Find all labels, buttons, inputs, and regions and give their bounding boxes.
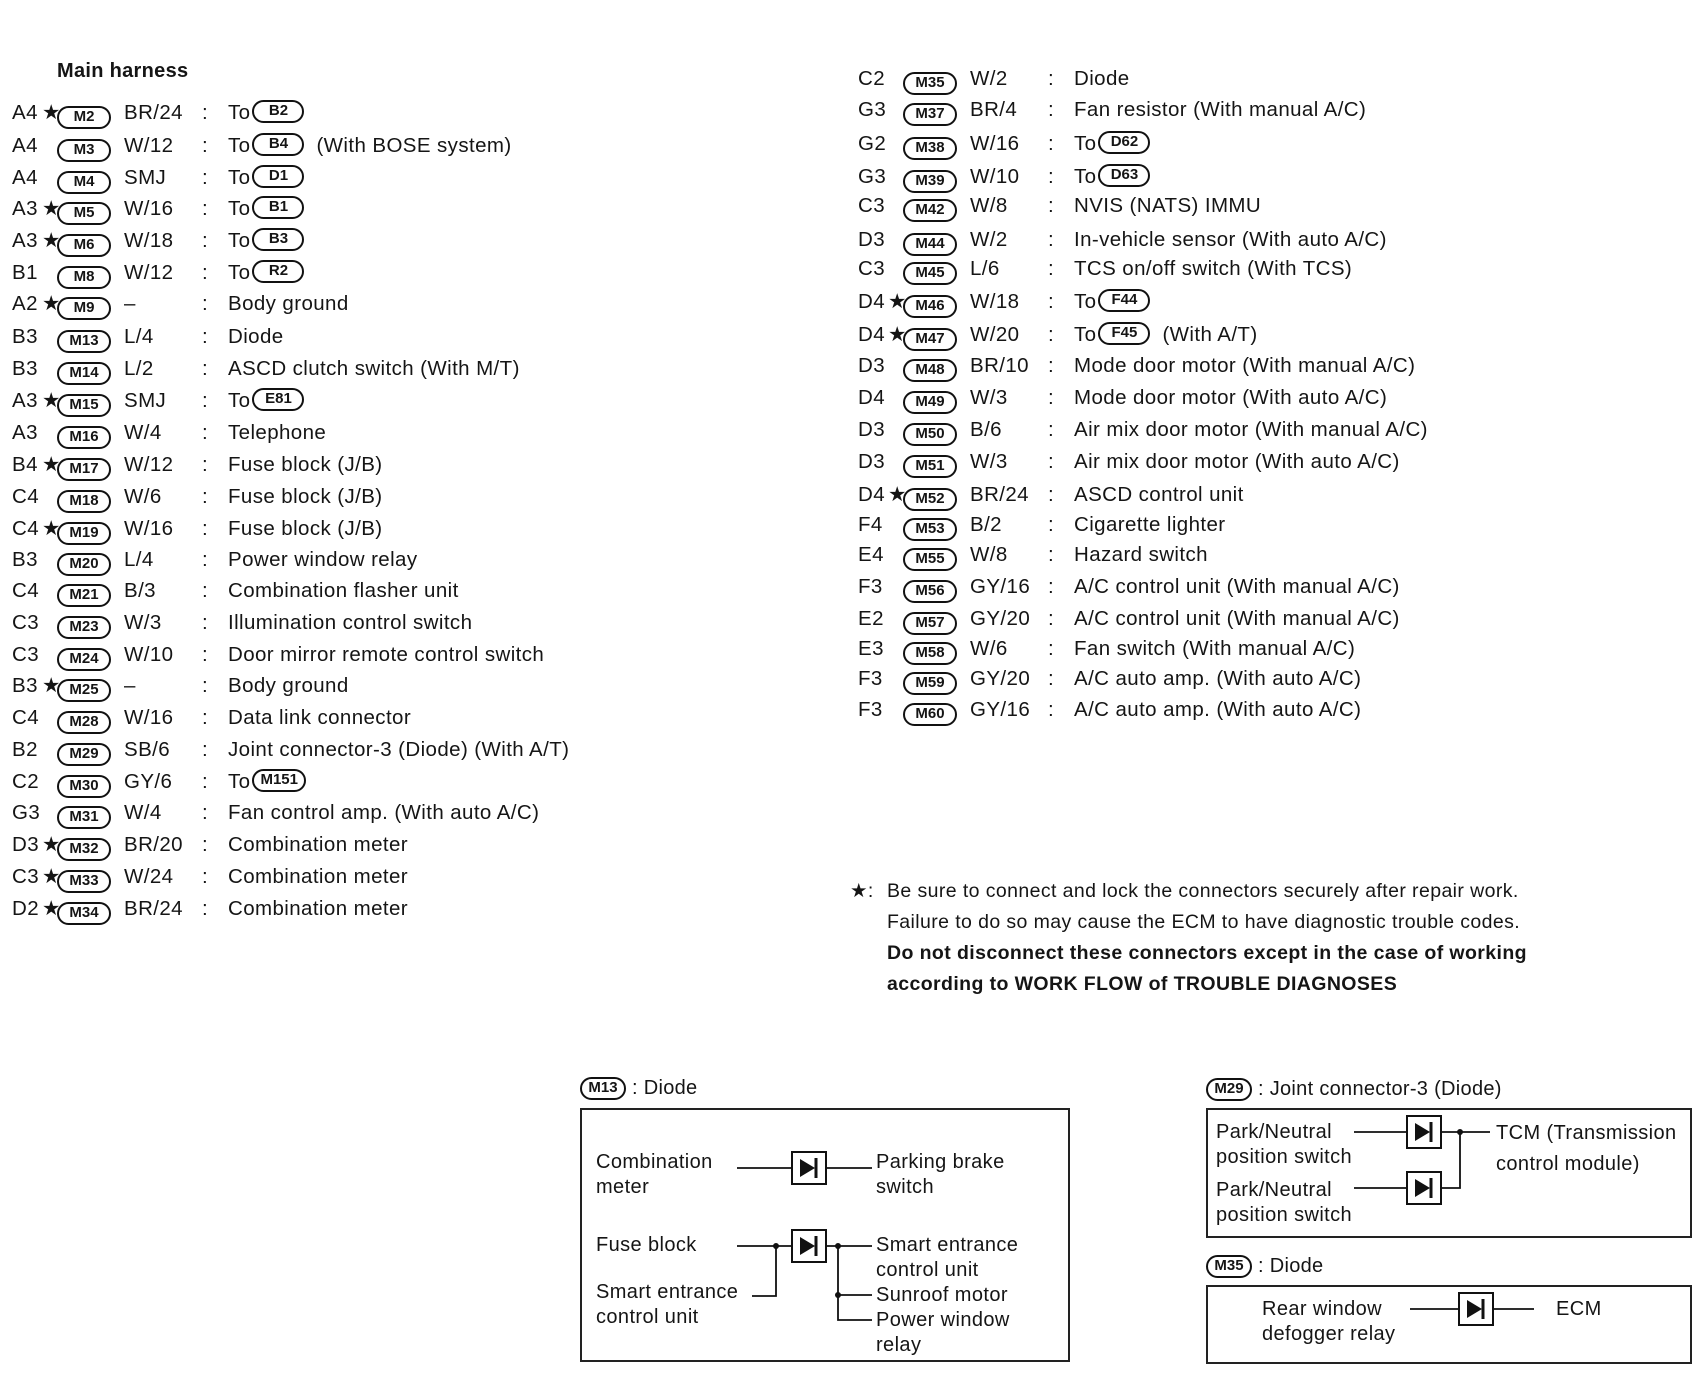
wire-spec: W/8: [970, 194, 1008, 217]
star-marker: ★: [42, 101, 61, 124]
description-text: To: [228, 229, 251, 252]
star-marker: ★: [42, 865, 61, 888]
wire-spec: L/4: [124, 548, 154, 571]
separator-colon: :: [202, 261, 209, 284]
note-line-2: Failure to do so may cause the ECM to have diagnostic trouble codes.: [887, 911, 1521, 933]
connector-badge: M48: [903, 359, 957, 382]
wire-spec: B/2: [970, 513, 1002, 536]
wire-spec: W/24: [124, 865, 174, 888]
grid-location: D4: [858, 483, 886, 506]
connector-badge: M28: [57, 711, 111, 734]
connector-badge: M35: [903, 72, 957, 95]
description-text: To: [1074, 165, 1097, 188]
separator-colon: :: [1048, 637, 1055, 660]
separator-colon: :: [202, 833, 209, 856]
separator-colon: :: [1048, 323, 1055, 346]
grid-location: D4: [858, 290, 886, 313]
description-text: Fuse block (J/B): [228, 517, 383, 540]
connector-badge: M51: [903, 455, 957, 478]
star-marker: ★: [888, 483, 907, 506]
wire-spec: W/16: [124, 517, 174, 540]
description-text: To: [228, 101, 251, 124]
description-text: To: [228, 134, 251, 157]
wire-spec: BR/10: [970, 354, 1029, 377]
separator-colon: :: [202, 548, 209, 571]
wire-spec: W/8: [970, 543, 1008, 566]
separator-colon: :: [1048, 290, 1055, 313]
wire-spec: GY/6: [124, 770, 173, 793]
separator-colon: :: [202, 166, 209, 189]
target-connector-badge: B2: [252, 100, 304, 123]
separator-colon: :: [1048, 98, 1055, 121]
connector-badge: M6: [57, 234, 111, 257]
description-text: Diode: [228, 325, 284, 348]
wire-spec: W/6: [970, 637, 1008, 660]
star-marker: ★: [42, 292, 61, 315]
connector-badge: M59: [903, 672, 957, 695]
connector-badge: M24: [57, 648, 111, 671]
grid-location: C4: [12, 706, 40, 729]
wire-spec: W/2: [970, 67, 1008, 90]
wire-spec: W/16: [124, 197, 174, 220]
target-connector-badge: B1: [252, 196, 304, 219]
label-combination-meter: Combination meter: [596, 1151, 713, 1198]
target-connector-badge: D63: [1098, 164, 1150, 187]
connector-badge: M52: [903, 488, 957, 511]
label-rear-window-defogger: Rear window defogger relay: [1262, 1298, 1396, 1345]
separator-colon: :: [1048, 513, 1055, 536]
wire-spec: B/6: [970, 418, 1002, 441]
separator-colon: :: [202, 706, 209, 729]
separator-colon: :: [202, 325, 209, 348]
description-text: To: [1074, 132, 1097, 155]
description-text: Fan resistor (With manual A/C): [1074, 98, 1367, 121]
connector-badge: M42: [903, 199, 957, 222]
note-line-4: according to WORK FLOW of TROUBLE DIAGNOSES: [887, 973, 1398, 995]
star-marker: ★: [42, 833, 61, 856]
separator-colon: :: [1048, 450, 1055, 473]
label-power-window-relay: Power window relay: [876, 1309, 1010, 1356]
grid-location: C4: [12, 579, 40, 602]
connector-badge: M47: [903, 328, 957, 351]
description-text: Combination meter: [228, 897, 408, 920]
separator-colon: :: [202, 579, 209, 602]
grid-location: D3: [12, 833, 40, 856]
grid-location: C4: [12, 517, 40, 540]
separator-colon: :: [1048, 418, 1055, 441]
separator-colon: :: [202, 389, 209, 412]
connector-badge: M17: [57, 458, 111, 481]
connector-badge: M35: [1206, 1255, 1252, 1278]
description-text: Mode door motor (With auto A/C): [1074, 386, 1388, 409]
diagram-title-text: : Diode: [1258, 1255, 1324, 1277]
connector-badge: M32: [57, 838, 111, 861]
wire-spec: BR/24: [124, 101, 183, 124]
grid-location: A2: [12, 292, 38, 315]
description-text: Joint connector-3 (Diode) (With A/T): [228, 738, 570, 761]
label-park-neutral-2: Park/Neutral position switch: [1216, 1179, 1353, 1226]
wire-spec: W/3: [970, 386, 1008, 409]
grid-location: B3: [12, 674, 38, 697]
description-suffix: (With A/T): [1162, 323, 1258, 346]
wire-spec: W/10: [124, 643, 174, 666]
description-text: Air mix door motor (With auto A/C): [1074, 450, 1400, 473]
grid-location: C4: [12, 485, 40, 508]
connector-badge: M20: [57, 553, 111, 576]
separator-colon: :: [1048, 257, 1055, 280]
connector-badge: M29: [57, 743, 111, 766]
separator-colon: :: [202, 897, 209, 920]
wire-spec: –: [124, 674, 136, 697]
connector-badge: M16: [57, 426, 111, 449]
wire-spec: GY/20: [970, 667, 1031, 690]
separator-colon: :: [202, 674, 209, 697]
grid-location: C3: [12, 611, 40, 634]
description-text: A/C auto amp. (With auto A/C): [1074, 698, 1362, 721]
star-marker: ★: [42, 674, 61, 697]
separator-colon: :: [1048, 194, 1055, 217]
label-sunroof-motor: Sunroof motor: [876, 1284, 1008, 1306]
connector-badge: M25: [57, 679, 111, 702]
description-text: To: [1074, 323, 1097, 346]
grid-location: D3: [858, 354, 886, 377]
separator-colon: :: [1048, 698, 1055, 721]
separator-colon: :: [1048, 543, 1055, 566]
wire-spec: W/3: [970, 450, 1008, 473]
grid-location: F3: [858, 575, 883, 598]
description-text: A/C auto amp. (With auto A/C): [1074, 667, 1362, 690]
target-connector-badge: R2: [252, 260, 304, 283]
star-marker: ★: [42, 897, 61, 920]
target-connector-badge: E81: [252, 388, 304, 411]
separator-colon: :: [1048, 667, 1055, 690]
wire-spec: BR/4: [970, 98, 1018, 121]
grid-location: C3: [12, 643, 40, 666]
connector-badge: M45: [903, 262, 957, 285]
separator-colon: :: [202, 485, 209, 508]
grid-location: C2: [858, 67, 886, 90]
grid-location: D4: [858, 386, 886, 409]
connector-badge: M18: [57, 490, 111, 513]
separator-colon: :: [1048, 483, 1055, 506]
grid-location: B3: [12, 548, 38, 571]
separator-colon: :: [202, 357, 209, 380]
wire-spec: L/4: [124, 325, 154, 348]
separator-colon: :: [1048, 132, 1055, 155]
connector-badge: M31: [57, 806, 111, 829]
target-connector-badge: B4: [252, 133, 304, 156]
connector-badge: M38: [903, 137, 957, 160]
grid-location: B3: [12, 357, 38, 380]
separator-colon: :: [202, 738, 209, 761]
wire-spec: BR/24: [124, 897, 183, 920]
note-line-1: Be sure to connect and lock the connectors securely after repair work.: [887, 880, 1519, 902]
connector-badge: M23: [57, 616, 111, 639]
grid-location: G3: [12, 801, 41, 824]
connector-badge: M37: [903, 103, 957, 126]
grid-location: C2: [12, 770, 40, 793]
description-text: To: [228, 166, 251, 189]
target-connector-badge: D62: [1098, 131, 1150, 154]
grid-location: A3: [12, 197, 38, 220]
connector-badge: M21: [57, 584, 111, 607]
separator-colon: :: [202, 770, 209, 793]
wire-spec: SB/6: [124, 738, 171, 761]
grid-location: E4: [858, 543, 884, 566]
wire-spec: BR/24: [970, 483, 1029, 506]
description-text: Fuse block (J/B): [228, 453, 383, 476]
description-text: Data link connector: [228, 706, 412, 729]
label-fuse-block: Fuse block: [596, 1234, 697, 1256]
label-ecm: ECM: [1556, 1298, 1602, 1320]
grid-location: E2: [858, 607, 884, 630]
grid-location: C3: [858, 194, 886, 217]
wire-spec: W/12: [124, 134, 174, 157]
wire-spec: BR/20: [124, 833, 183, 856]
wire-spec: –: [124, 292, 136, 315]
target-connector-badge: B3: [252, 228, 304, 251]
connector-badge: M44: [903, 233, 957, 256]
wire-spec: W/12: [124, 261, 174, 284]
grid-location: G3: [858, 98, 887, 121]
grid-location: C3: [858, 257, 886, 280]
grid-location: D2: [12, 897, 40, 920]
diagram-title-text: : Diode: [632, 1077, 698, 1099]
description-text: Body ground: [228, 292, 349, 315]
label-smart-entrance-input: Smart entrance control unit: [596, 1281, 739, 1328]
star-marker: ★: [42, 229, 61, 252]
separator-colon: :: [202, 865, 209, 888]
separator-colon: :: [1048, 386, 1055, 409]
label-park-neutral-1: Park/Neutral position switch: [1216, 1121, 1353, 1168]
grid-location: F3: [858, 667, 883, 690]
description-text: Hazard switch: [1074, 543, 1208, 566]
separator-colon: :: [202, 197, 209, 220]
star-marker: ★: [42, 389, 61, 412]
description-text: To: [228, 197, 251, 220]
wire-spec: W/2: [970, 228, 1008, 251]
grid-location: D4: [858, 323, 886, 346]
grid-location: B1: [12, 261, 38, 284]
connector-badge: M33: [57, 870, 111, 893]
description-text: Cigarette lighter: [1074, 513, 1226, 536]
star-marker: ★: [42, 517, 61, 540]
description-text: ASCD clutch switch (With M/T): [228, 357, 520, 380]
description-text: Fan control amp. (With auto A/C): [228, 801, 540, 824]
description-text: A/C control unit (With manual A/C): [1074, 607, 1400, 630]
grid-location: F3: [858, 698, 883, 721]
separator-colon: :: [202, 801, 209, 824]
label-smart-entrance-output: Smart entrance control unit: [876, 1234, 1019, 1281]
separator-colon: :: [202, 611, 209, 634]
separator-colon: :: [1048, 228, 1055, 251]
separator-colon: :: [1048, 67, 1055, 90]
target-connector-badge: M151: [252, 769, 306, 792]
connector-badge: M50: [903, 423, 957, 446]
wire-spec: W/10: [970, 165, 1020, 188]
star-marker: ★: [888, 290, 907, 313]
separator-colon: :: [202, 101, 209, 124]
description-text: Combination meter: [228, 833, 408, 856]
separator-colon: :: [202, 292, 209, 315]
separator-colon: :: [202, 517, 209, 540]
connector-badge: M8: [57, 266, 111, 289]
wire-spec: W/18: [970, 290, 1020, 313]
description-text: NVIS (NATS) IMMU: [1074, 194, 1262, 217]
separator-colon: :: [202, 134, 209, 157]
description-text: In-vehicle sensor (With auto A/C): [1074, 228, 1387, 251]
separator-colon: :: [202, 421, 209, 444]
label-parking-brake-switch: Parking brake switch: [876, 1151, 1005, 1198]
description-text: To: [1074, 290, 1097, 313]
star-marker: ★: [888, 323, 907, 346]
description-text: A/C control unit (With manual A/C): [1074, 575, 1400, 598]
wire-spec: GY/16: [970, 698, 1031, 721]
wire-spec: L/6: [970, 257, 1000, 280]
description-text: Door mirror remote control switch: [228, 643, 545, 666]
grid-location: G2: [858, 132, 887, 155]
grid-location: A3: [12, 229, 38, 252]
separator-colon: :: [1048, 575, 1055, 598]
wire-spec: L/2: [124, 357, 154, 380]
label-tcm: TCM (Transmission control module): [1496, 1122, 1677, 1175]
separator-colon: :: [1048, 607, 1055, 630]
separator-colon: :: [202, 643, 209, 666]
grid-location: D3: [858, 418, 886, 441]
grid-location: B3: [12, 325, 38, 348]
description-text: TCS on/off switch (With TCS): [1074, 257, 1353, 280]
description-text: Fuse block (J/B): [228, 485, 383, 508]
grid-location: F4: [858, 513, 883, 536]
description-text: Mode door motor (With manual A/C): [1074, 354, 1416, 377]
description-text: Air mix door motor (With manual A/C): [1074, 418, 1428, 441]
wire-spec: W/4: [124, 421, 162, 444]
connector-badge: M56: [903, 580, 957, 603]
wire-spec: W/16: [124, 706, 174, 729]
connector-badge: M60: [903, 703, 957, 726]
description-text: Power window relay: [228, 548, 418, 571]
connector-badge: M49: [903, 391, 957, 414]
star-marker: ★: [42, 453, 61, 476]
grid-location: A4: [12, 166, 38, 189]
grid-location: B4: [12, 453, 38, 476]
description-text: Body ground: [228, 674, 349, 697]
description-text: Diode: [1074, 67, 1130, 90]
wire-spec: W/4: [124, 801, 162, 824]
description-text: Telephone: [228, 421, 327, 444]
main-harness-heading: Main harness: [57, 60, 189, 82]
connector-badge: M46: [903, 295, 957, 318]
connector-badge: M13: [57, 330, 111, 353]
connector-badge: M13: [580, 1077, 626, 1100]
grid-location: A3: [12, 421, 38, 444]
wire-spec: GY/20: [970, 607, 1031, 630]
wire-spec: SMJ: [124, 389, 167, 412]
note-line-3: Do not disconnect these connectors except in the case of working: [887, 942, 1527, 964]
description-text: Combination flasher unit: [228, 579, 459, 602]
separator-colon: :: [202, 229, 209, 252]
grid-location: A4: [12, 134, 38, 157]
connector-badge: M30: [57, 775, 111, 798]
connector-badge: M9: [57, 297, 111, 320]
target-connector-badge: F45: [1098, 322, 1150, 345]
wire-spec: W/12: [124, 453, 174, 476]
wire-spec: W/6: [124, 485, 162, 508]
grid-location: D3: [858, 450, 886, 473]
description-suffix: (With BOSE system): [316, 134, 512, 157]
connector-badge: M15: [57, 394, 111, 417]
connector-badge: M39: [903, 170, 957, 193]
connector-badge: M14: [57, 362, 111, 385]
grid-location: E3: [858, 637, 884, 660]
grid-location: G3: [858, 165, 887, 188]
diode-symbol: [792, 1116, 1493, 1325]
note-star: ★:: [850, 880, 874, 902]
wire-spec: GY/16: [970, 575, 1031, 598]
wire-spec: SMJ: [124, 166, 167, 189]
wire-spec: W/20: [970, 323, 1020, 346]
description-text: To: [228, 261, 251, 284]
wire-spec: W/18: [124, 229, 174, 252]
connector-badge: M58: [903, 642, 957, 665]
separator-colon: :: [1048, 165, 1055, 188]
description-text: ASCD control unit: [1074, 483, 1244, 506]
description-text: To: [228, 389, 251, 412]
grid-location: A3: [12, 389, 38, 412]
diagram-title-text: : Joint connector-3 (Diode): [1258, 1078, 1502, 1100]
target-connector-badge: D1: [252, 165, 304, 188]
description-text: To: [228, 770, 251, 793]
description-text: Fan switch (With manual A/C): [1074, 637, 1356, 660]
description-text: Illumination control switch: [228, 611, 473, 634]
connector-badge: M4: [57, 171, 111, 194]
connector-badge: M5: [57, 202, 111, 225]
grid-location: C3: [12, 865, 40, 888]
wire-spec: W/16: [970, 132, 1020, 155]
connector-badge: M2: [57, 106, 111, 129]
description-text: Combination meter: [228, 865, 408, 888]
connector-badge: M57: [903, 612, 957, 635]
target-connector-badge: F44: [1098, 289, 1150, 312]
separator-colon: :: [1048, 354, 1055, 377]
connector-badge: M34: [57, 902, 111, 925]
grid-location: A4: [12, 101, 38, 124]
wire-spec: W/3: [124, 611, 162, 634]
connector-badge: M29: [1206, 1078, 1252, 1101]
grid-location: B2: [12, 738, 38, 761]
connector-badge: M55: [903, 548, 957, 571]
connector-badge: M3: [57, 139, 111, 162]
separator-colon: :: [202, 453, 209, 476]
grid-location: D3: [858, 228, 886, 251]
wire-spec: B/3: [124, 579, 156, 602]
connector-badge: M19: [57, 522, 111, 545]
star-marker: ★: [42, 197, 61, 220]
connector-badge: M53: [903, 518, 957, 541]
